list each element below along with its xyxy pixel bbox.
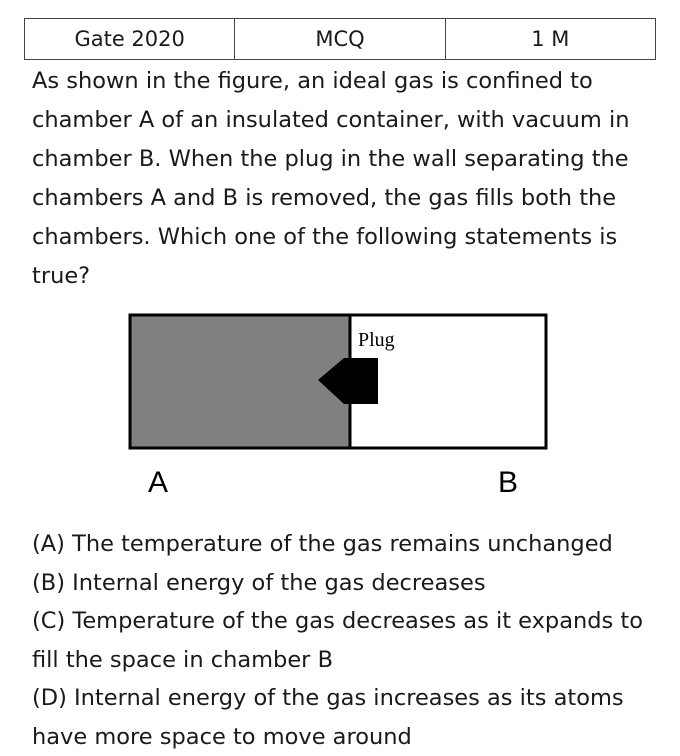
marks-cell: 1 M bbox=[445, 19, 655, 60]
option-d: (D) Internal energy of the gas increases as its atoms have more space to move around bbox=[32, 685, 624, 750]
chamber-a-label: A bbox=[148, 466, 169, 499]
option-c: (C) Temperature of the gas decreases as it expands to fill the space in chamber B bbox=[32, 608, 644, 673]
exam-cell: Gate 2020 bbox=[25, 19, 235, 60]
container-figure bbox=[0, 300, 680, 510]
question-meta-table bbox=[24, 18, 656, 60]
question-meta-row bbox=[25, 19, 656, 60]
question-type-cell: MCQ bbox=[235, 19, 445, 60]
answer-options bbox=[32, 525, 662, 756]
option-b: (B) Internal energy of the gas decreases bbox=[32, 569, 486, 596]
question-text: As shown in the figure, an ideal gas is confined to chamber A of an insulated container, with vacuum in chamber B. When the plug in the wall separating the chambers A and B is removed, the gas fills both the chambers. Which one of the following statements is true? bbox=[32, 68, 630, 289]
chamber-b-label: B bbox=[498, 466, 519, 499]
plug-label: Plug bbox=[358, 329, 395, 351]
option-a: (A) The temperature of the gas remains unchanged bbox=[32, 531, 613, 557]
chamber-a-gas bbox=[130, 315, 350, 448]
